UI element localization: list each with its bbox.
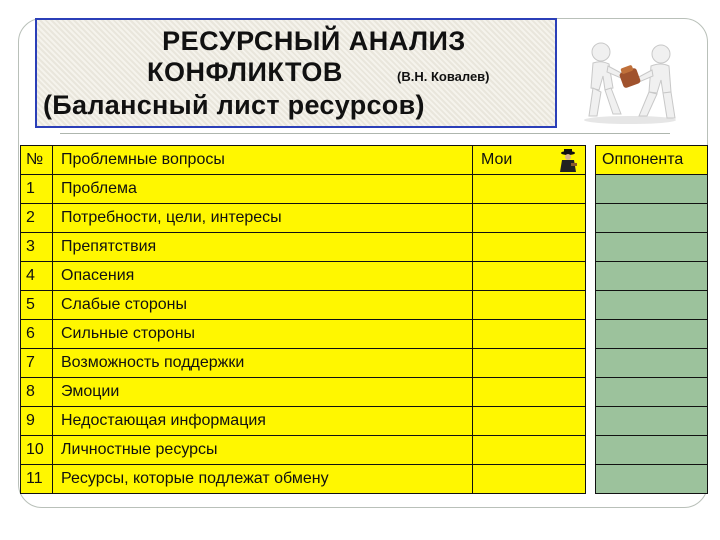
row-opponent-cell[interactable]	[596, 436, 708, 465]
row-mine-cell[interactable]	[473, 233, 586, 262]
title-line-2: КОНФЛИКТОВ	[147, 57, 343, 87]
row-number: 1	[21, 175, 53, 204]
row-question: Личностные ресурсы	[53, 436, 473, 465]
row-opponent-cell[interactable]	[596, 291, 708, 320]
header-mine-cell	[473, 146, 586, 175]
row-mine-cell[interactable]	[473, 407, 586, 436]
row-question: Недостающая информация	[53, 407, 473, 436]
row-mine-cell[interactable]	[473, 436, 586, 465]
table-row	[21, 320, 708, 349]
row-number: 6	[21, 320, 53, 349]
row-question: Слабые стороны	[53, 291, 473, 320]
row-question: Эмоции	[53, 378, 473, 407]
table-row	[21, 291, 708, 320]
row-number: 7	[21, 349, 53, 378]
row-number: 8	[21, 378, 53, 407]
row-question: Препятствия	[53, 233, 473, 262]
row-mine-cell[interactable]	[473, 204, 586, 233]
row-number: 2	[21, 204, 53, 233]
spy-figure-icon	[557, 148, 579, 174]
row-number: 9	[21, 407, 53, 436]
row-mine-cell[interactable]	[473, 291, 586, 320]
header-opponent: Оппонента	[596, 146, 708, 175]
header-questions: Проблемные вопросы	[53, 146, 473, 175]
row-mine-cell[interactable]	[473, 465, 586, 494]
tug-of-war-figures-icon	[575, 30, 685, 125]
row-opponent-cell[interactable]	[596, 175, 708, 204]
table-row	[21, 436, 708, 465]
row-opponent-cell[interactable]	[596, 262, 708, 291]
resource-balance-table	[20, 145, 708, 494]
row-mine-cell[interactable]	[473, 378, 586, 407]
title-box	[35, 18, 557, 128]
title-line-1: РЕСУРСНЫЙ АНАЛИЗ	[162, 26, 466, 56]
table-row	[21, 204, 708, 233]
title-author: (В.Н. Ковалев)	[397, 69, 490, 84]
row-opponent-cell[interactable]	[596, 407, 708, 436]
table-row	[21, 407, 708, 436]
row-question: Потребности, цели, интересы	[53, 204, 473, 233]
row-question: Опасения	[53, 262, 473, 291]
row-mine-cell[interactable]	[473, 175, 586, 204]
divider-line	[60, 133, 670, 134]
row-opponent-cell[interactable]	[596, 320, 708, 349]
row-opponent-cell[interactable]	[596, 204, 708, 233]
row-mine-cell[interactable]	[473, 320, 586, 349]
table-row	[21, 349, 708, 378]
title-line-3: (Балансный лист ресурсов)	[43, 90, 425, 120]
header-mine: Мои	[481, 151, 513, 168]
row-number: 10	[21, 436, 53, 465]
row-opponent-cell[interactable]	[596, 465, 708, 494]
header-number: №	[21, 146, 53, 175]
row-question: Возможность поддержки	[53, 349, 473, 378]
row-question: Проблема	[53, 175, 473, 204]
table-header-row	[21, 146, 708, 175]
row-mine-cell[interactable]	[473, 262, 586, 291]
row-opponent-cell[interactable]	[596, 378, 708, 407]
row-number: 11	[21, 465, 53, 494]
table-row	[21, 378, 708, 407]
table-row	[21, 233, 708, 262]
row-number: 3	[21, 233, 53, 262]
table-row	[21, 262, 708, 291]
row-number: 5	[21, 291, 53, 320]
row-mine-cell[interactable]	[473, 349, 586, 378]
row-opponent-cell[interactable]	[596, 349, 708, 378]
table-row	[21, 175, 708, 204]
row-number: 4	[21, 262, 53, 291]
table-row	[21, 465, 708, 494]
row-question: Ресурсы, которые подлежат обмену	[53, 465, 473, 494]
row-opponent-cell[interactable]	[596, 233, 708, 262]
row-question: Сильные стороны	[53, 320, 473, 349]
